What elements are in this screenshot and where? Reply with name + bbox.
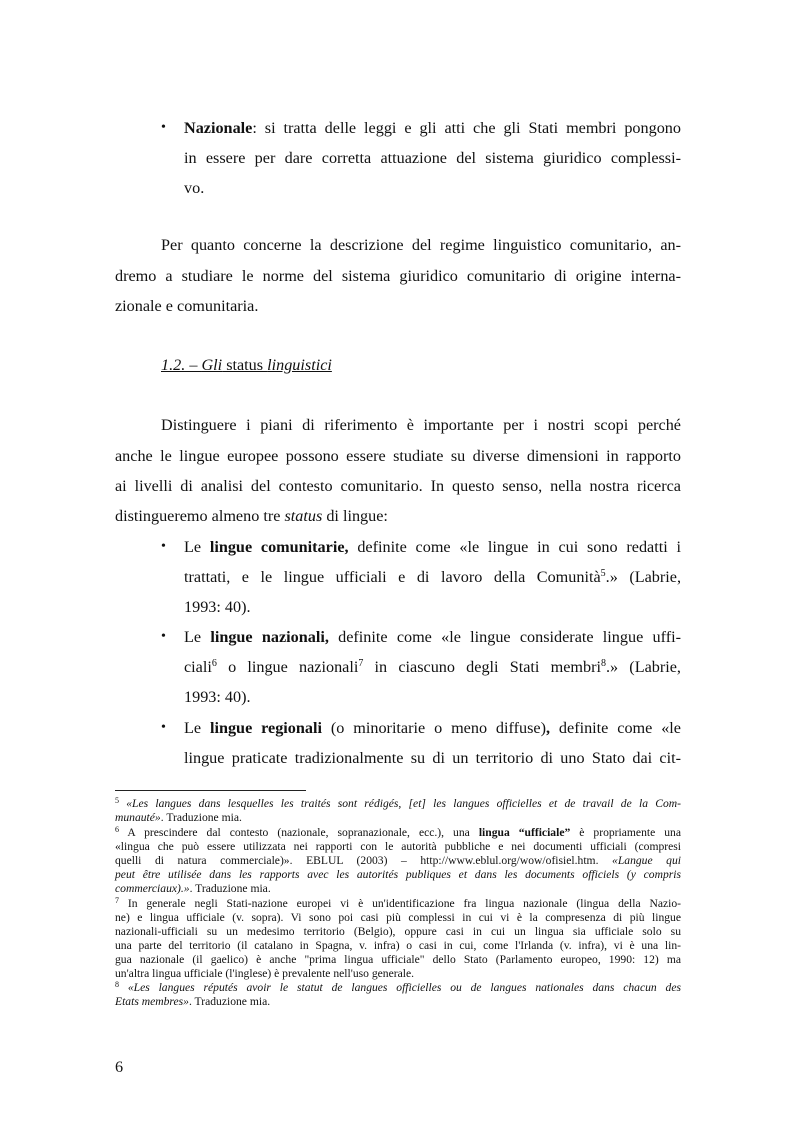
footnote-ref[interactable]: 8 — [600, 658, 606, 669]
text: di lingue: — [322, 507, 388, 525]
text: . Traduzione mia. — [160, 811, 242, 824]
item1-line3: 1993: 40). — [184, 598, 251, 616]
footnote-ref[interactable]: 5 — [600, 568, 606, 579]
footnote-6-line1 — [115, 826, 681, 840]
para1-line2: dremo a studiare le norme del sistema giuridico comunitario di origine interna- — [115, 267, 681, 285]
text: è propriamente una — [570, 826, 681, 839]
italic-term: status — [284, 507, 323, 525]
italic-text: «Langue qui — [612, 854, 681, 867]
text: definite come «le — [550, 719, 681, 737]
text: A prescindere dal contesto (nazionale, sopranazionale, ecc.), una — [119, 826, 479, 839]
para2-line4 — [115, 506, 388, 526]
heading-plain: status — [222, 356, 268, 374]
bold-term: Nazionale — [184, 119, 253, 137]
text: . Traduzione mia. — [188, 995, 271, 1008]
text: quelli di natura commerciale)». EBLUL (2003) – http://www.eblul.org/wow/ofisiel.htm. — [115, 854, 613, 867]
text: .» (Labrie, — [605, 568, 681, 586]
text: : si tratta delle leggi e gli atti che gli Stati membri pongono — [252, 119, 681, 137]
para1-line3: zionale e comunitaria. — [115, 297, 259, 315]
footnote-5-line1 — [115, 797, 681, 811]
bullet-nazionale-line1 — [184, 118, 681, 138]
bullet-nazionale-line3: vo. — [184, 179, 205, 197]
footnote-7-line2: ne) e lingua ufficiale (v. sopra). Vi sono poi casi più complessi in cui vi è la compresenza di più lingue — [115, 911, 681, 924]
bold-comma: , — [545, 719, 551, 737]
italic-text: commerciaux).» — [115, 882, 190, 895]
bullet-nazionale-line2: in essere per dare corretta attuazione del sistema giuridico complessi- — [184, 149, 681, 167]
footnote-7-line5: gua nazionale (il gaelico) è anche "prima lingua ufficiale" dello Stato (Parlamento europeo, 1990: 12) ma — [115, 953, 681, 966]
footnote-6-line5 — [115, 882, 271, 896]
footnote-ref[interactable]: 7 — [358, 658, 364, 669]
footnote-separator — [115, 790, 306, 791]
footnote-6-line4 — [115, 868, 681, 882]
text: Le — [184, 719, 210, 737]
footnote-8-line1 — [115, 981, 681, 995]
heading-italic-end: linguistici — [267, 356, 332, 374]
item2-line3: 1993: 40). — [184, 688, 251, 706]
footnote-8-line2 — [115, 995, 270, 1009]
footnote-7-line6: un'altra lingua ufficiale (l'inglese) è prevalente nell'uso generale. — [115, 967, 414, 980]
text: Le — [184, 628, 211, 646]
footnote-5-line2 — [115, 811, 242, 825]
bullet-marker: • — [161, 120, 166, 135]
text: in ciascuno degli Stati membri — [363, 658, 601, 676]
para2-line1: Distinguere i piani di riferimento è importante per i nostri scopi perché — [161, 416, 681, 434]
bold-term: lingue comunitarie, — [209, 538, 349, 556]
text: definite come «le lingue in cui sono redatti i — [348, 538, 681, 556]
item1-line2 — [184, 567, 681, 587]
italic-text: peut être utilisée dans les rapports avec les autorités publiques et dans les documents officiels (y compris — [115, 868, 681, 881]
footnote-7-line3: nazionali-ufficiali su un medesimo territorio (Belgio), oppure casi in cui un lingua sia ufficiale solo su — [115, 925, 681, 938]
footnote-7-line4: una parte del territorio (il catalano in Spagna, v. infra) o casi in cui, come l'Irlanda (v. infra), vi è una lin- — [115, 939, 681, 952]
heading-italic: Gli — [201, 356, 223, 374]
para1-line1: Per quanto concerne la descrizione del regime linguistico comunitario, an- — [161, 236, 681, 254]
item3-line2: lingue praticate tradizionalmente su di un territorio di uno Stato dai cit- — [184, 749, 681, 767]
text: trattati, e le lingue ufficiali e di lavoro della Comunità — [184, 568, 601, 586]
footnote-number: 5 — [115, 796, 119, 805]
bold-term: lingua “ufficiale” — [478, 826, 571, 839]
italic-text: «Les langues dans lesquelles les traités sont rédigés, [et] les langues officielles et de travail de la Com- — [119, 797, 681, 810]
bold-term: lingue nazionali, — [210, 628, 329, 646]
footnote-7-line1 — [115, 897, 681, 911]
item2-line1 — [184, 627, 681, 647]
text: . Traduzione mia. — [189, 882, 271, 895]
footnote-ref[interactable]: 6 — [211, 658, 217, 669]
item3-line1 — [184, 718, 681, 738]
italic-text: munauté» — [115, 811, 161, 824]
heading-number: 1.2. – — [161, 356, 202, 374]
text: .» (Labrie, — [605, 658, 681, 676]
bullet-marker: • — [161, 629, 166, 644]
footnote-6-line3 — [115, 854, 681, 868]
text: definite come «le lingue considerate lingue uffi- — [328, 628, 681, 646]
page-number: 6 — [115, 1058, 124, 1076]
text: distingueremo almeno tre — [115, 507, 285, 525]
italic-text: Etats membres» — [115, 995, 189, 1008]
footnote-number: 6 — [115, 825, 119, 834]
text: Le — [184, 538, 210, 556]
text: (o minoritarie o meno diffuse) — [322, 719, 546, 737]
para2-line3: ai livelli di analisi del contesto comunitario. In questo senso, nella nostra ricerca — [115, 477, 681, 495]
para2-line2: anche le lingue europee possono essere studiate su diverse dimensioni in rapporto — [115, 447, 681, 465]
text: o lingue nazionali — [216, 658, 359, 676]
item2-line2 — [184, 657, 681, 677]
bullet-marker: • — [161, 539, 166, 554]
footnote-number: 8 — [115, 980, 119, 989]
bullet-marker: • — [161, 720, 166, 735]
footnote-6-line2: «lingua che può essere utilizzata nei rapporti con le autorità pubbliche e nei documenti ufficiali (compresi — [115, 840, 681, 853]
text: In generale negli Stati-nazione europei vi è un'identificazione fra lingua nazionale (lingua della Nazio- — [119, 897, 681, 910]
item1-line1 — [184, 537, 681, 557]
footnote-number: 7 — [115, 896, 119, 905]
section-heading — [161, 355, 332, 375]
italic-text: «Les langues réputés avoir le statut de langues officielles ou de langues nationales dans chacun des — [119, 981, 681, 994]
text: ciali — [184, 658, 212, 676]
bold-term: lingue regionali — [209, 719, 322, 737]
